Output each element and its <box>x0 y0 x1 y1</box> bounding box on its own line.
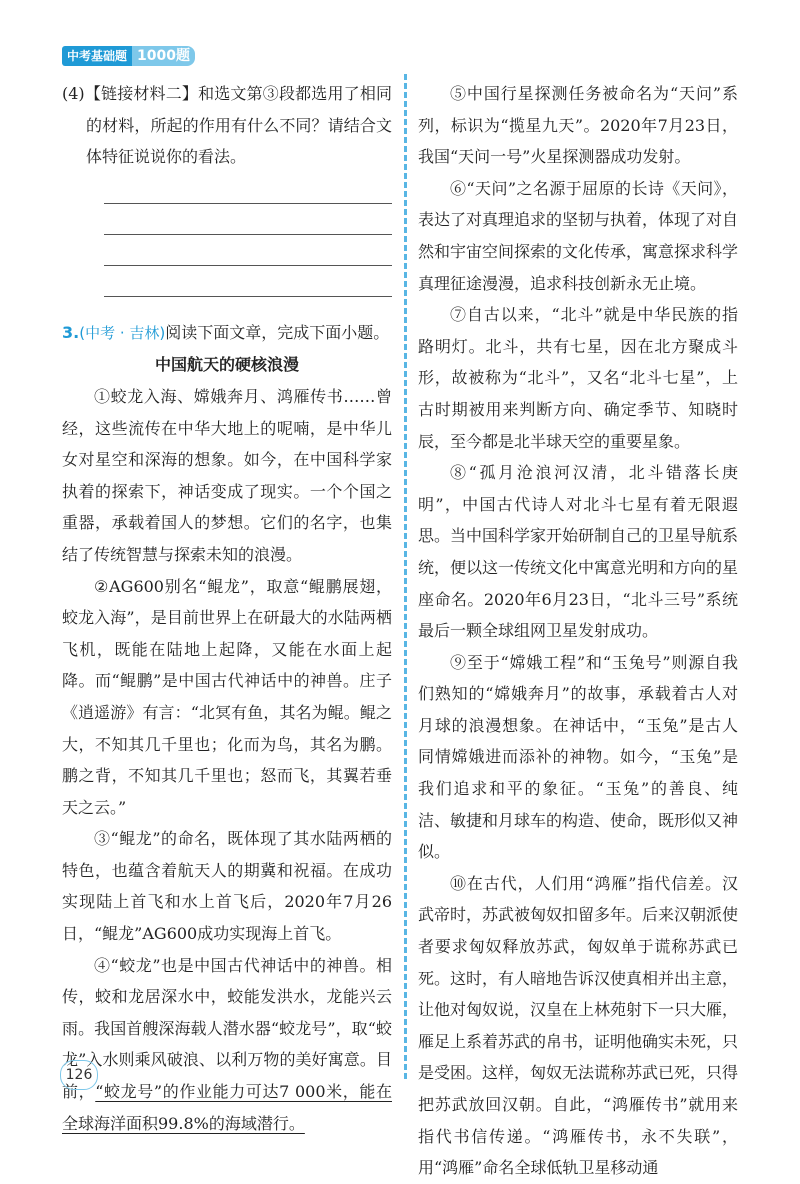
question-3-source: (中考 · 吉林) <box>79 323 166 342</box>
paragraph-7: ⑦自古以来，“北斗”就是中华民族的指路明灯。北斗，共有七星，因在北方聚成斗形，故被称为“北斗”，又名“北斗七星”，上古时期被用来判断方向、确定季节、知晓时辰，至今都是北半球天空的重要星象。 <box>418 305 738 451</box>
paragraph-3: ③“鲲龙”的命名，既体现了其水陆两栖的特色，也蕴含着航天人的期冀和祝福。在成功实现陆上首飞和水上首飞后，2020年7月26日，“鲲龙”AG600成功实现海上首飞。 <box>62 829 392 944</box>
answer-line <box>104 296 392 297</box>
paragraph-8: ⑧“孤月沧浪河汉清，北斗错落长庚明”，中国古代诗人对北斗七星有着无限遐思。当中国科学家开始研制自己的卫星导航系统，便以这一传统文化中寓意光明和方向的星座命名。2020年6月23日，“北斗三号”系统最后一颗全球组网卫星发射成功。 <box>418 463 739 641</box>
paragraph-9: ⑨至于“嫦娥工程”和“玉兔号”则源自我们熟知的“嫦娥奔月”的故事，承载着古人对月球的浪漫想象。在神话中，“玉兔”是古人同情嫦娥进而添补的神物。如今，“玉兔”是我们追求和平的象征。“玉兔”的善良、纯洁、敏捷和月球车的构造、使命，既形似又神似。 <box>418 652 739 862</box>
paragraph-4-text: ④“蛟龙”也是中国古代神话中的神兽。相传，蛟和龙居深水中，蛟能发洪水，龙能兴云雨。我国首艘深海载人潜水器“蛟龙号”，取“蛟龙”入水则乘风破浪、以利万物的美好寓意。目前， <box>62 955 392 1102</box>
paragraph-2: ②AG600别名“鲲龙”，取意“鲲鹏展翅，蛟龙入海”，是目前世界上在研最大的水陆两栖飞机，既能在陆地上起降，又能在水面上起降。而“鲲鹏”是中国古代神话中的神兽。庄子《逍遥游》有言：“北冥有鱼，其名为鲲。鲲之大，不知其几千里也；化而为鸟，其名为鹏。鹏之背，不知其几千里也；怒而飞，其翼若垂天之云。” <box>62 576 392 817</box>
article-title: 中国航天的硬核浪漫 <box>154 355 299 375</box>
column-divider <box>404 74 407 1079</box>
page-number: 126 <box>60 1060 98 1090</box>
paragraph-5: ⑤中国行星探测任务被命名为“天问”系列，标识为“揽星九天”。2020年7月23日，我国“天问一号”火星探测器成功发射。 <box>418 84 738 167</box>
answer-line <box>104 234 392 235</box>
answer-area[interactable] <box>62 203 392 307</box>
paragraph-4 <box>62 950 392 1140</box>
left-column <box>62 78 392 1139</box>
question-4: (4)【链接材料二】和选文第③段都选用了相同的材料，所起的作用有什么不同？请结合文体特征说说你的看法。 <box>62 84 392 167</box>
answer-line <box>104 203 392 204</box>
question-3-number: 3. <box>62 322 80 342</box>
question-3-prompt: 阅读下面文章，完成下面小题。 <box>165 322 390 342</box>
paragraph-4-underlined: “蛟龙号”的作业能力可达7 000米，能在全球海洋面积99.8%的海域潜行。 <box>62 1082 392 1133</box>
series-badge <box>62 46 195 66</box>
badge-label: 中考基础题 <box>62 46 132 66</box>
answer-line <box>104 265 392 266</box>
badge-count: 1000题 <box>132 46 195 66</box>
paragraph-1: ①蛟龙入海、嫦娥奔月、鸿雁传书……曾经，这些流传在中华大地上的呢喃，是中华儿女对星空和深海的想象。如今，在中国科学家执着的探索下，神话变成了现实。一个个国之重器，承载着国人的梦想。它们的名字，也集结了传统智慧与探索未知的浪漫。 <box>62 386 392 564</box>
paragraph-6: ⑥“天问”之名源于屈原的长诗《天问》，表达了对真理追求的坚韧与执着，体现了对自然和宇宙空间探索的文化传承，寓意探求科学真理征途漫漫，追求科技创新永无止境。 <box>418 178 739 293</box>
right-column <box>418 78 738 1184</box>
paragraph-10: ⑩在古代，人们用“鸿雁”指代信差。汉武帝时，苏武被匈奴扣留多年。后来汉朝派使者要求匈奴释放苏武，匈奴单于谎称苏武已死。这时，有人暗地告诉汉使真相并出主意，让他对匈奴说，汉皇在上林苑射下一只大雁，雁足上系着苏武的帛书，证明他确实未死，只是受困。这样，匈奴无法谎称苏武已死，只得把苏武放回汉朝。自此，“鸿雁传书”就用来指代书信传递。“鸿雁传书，永不失联”，用“鸿雁”命名全球低轨卫星移动通 <box>418 873 739 1178</box>
question-3-heading <box>62 317 392 350</box>
